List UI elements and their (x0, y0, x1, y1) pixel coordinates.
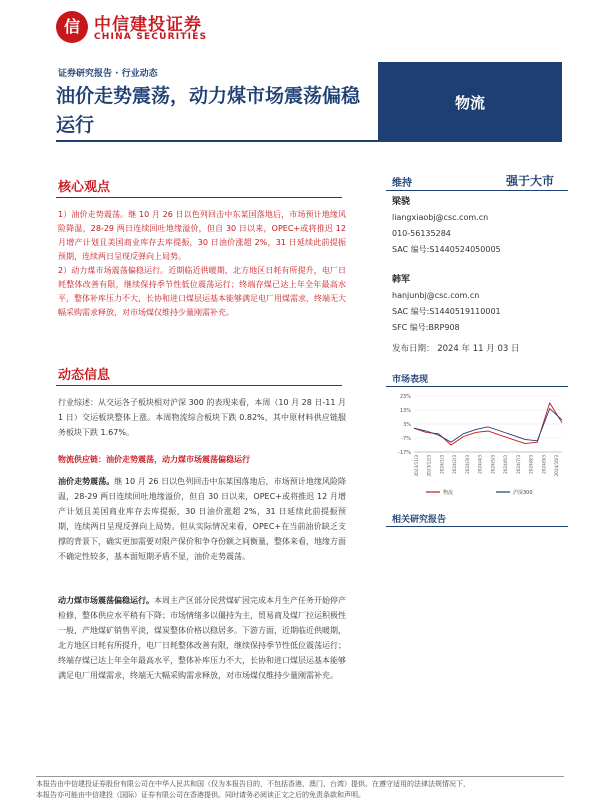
analyst-1 (392, 194, 501, 258)
report-title: 油价走势震荡，动力煤市场震荡偏稳运行 (56, 85, 361, 136)
publish-date: 发布日期： 2024 年 11 月 03 日 (392, 344, 520, 354)
oil-body: 继 10 月 26 日以色列回击中东某国落地后，市场预计地缘风险降温，28-29 两日连续回吐地缘溢价，但自 30 日以来，OPEC+或将推迟 12 月增产计划且美国商业库存去库提振，30 日油价涨超 2%，31 日延续此前提振预期，连续两日呈现反弹向上局势。但从实际情况来看，OPEC+在当前油价缺乏支撑的背景下，确实更加需要对限产保价和争夺份额之间衡量，整体来看，地缘方面不确定性较多，基本面短期矛盾不显，油价走势震荡。 (58, 477, 347, 561)
y-tick-label: -7% (401, 436, 411, 442)
coal-paragraph (58, 593, 346, 683)
analyst-phone: SAC 编号:S1440519110001 (392, 307, 501, 316)
oil-paragraph (58, 474, 346, 564)
y-tick-label: 23% (399, 394, 411, 400)
core-divider (56, 197, 342, 198)
rating-label: 维持 (392, 178, 412, 189)
analyst-phone: 010-56135284 (392, 229, 451, 238)
dynamic-heading: 动态信息 (58, 368, 111, 383)
logistics-subheading: 物流供应链：油价走势震荡，动力煤市场震荡偏稳运行 (58, 455, 250, 464)
core-heading: 核心观点 (58, 180, 111, 195)
y-tick-label: 13% (399, 408, 411, 414)
title-divider (56, 140, 378, 142)
x-tick-label: 2024/1/3 (439, 455, 445, 474)
market-divider (386, 386, 568, 387)
x-tick-label: 2024/5/3 (490, 455, 496, 474)
analyst-email[interactable]: hanjunbj@csc.com.cn (392, 291, 480, 300)
industry-label: 物流 (454, 93, 485, 112)
related-reports-title: 相关研究报告 (392, 515, 447, 525)
analyst-name: 梁骁 (392, 197, 411, 207)
x-tick-label: 2024/7/3 (515, 455, 521, 474)
analyst-cert: SAC 编号:S1440524050005 (392, 245, 501, 254)
core-point-2: 2）动力煤市场震荡偏稳运行。近期临近供暖期，北方地区日耗有所提升，电厂日耗整体改善有限，继续保持季节性低位震荡运行；终端存煤已达上年全年最高水平，整体补库压力不大，长协和进口煤层运基本能够满足电厂用煤需求，终端无大幅采购需求释放，对市场煤仅维持少量刚需补充。 (58, 266, 346, 317)
x-tick-label: 2024/4/3 (477, 455, 483, 474)
analyst-cert: SFC 编号:BRP908 (392, 323, 460, 332)
legend-label: 沪深300 (513, 490, 533, 496)
x-tick-label: 2024/3/3 (464, 455, 470, 474)
rating-value: 强于大市 (506, 174, 555, 188)
market-chart-svg (386, 388, 570, 500)
x-tick-label: 2023/12/3 (426, 455, 432, 477)
logo-en-text: CHINA SECURITIES (94, 32, 208, 42)
dynamic-divider (56, 385, 342, 386)
core-points (58, 208, 346, 320)
x-tick-label: 2023/11/3 (414, 455, 419, 477)
report-type: 证券研究报告 · 行业动态 (58, 69, 158, 79)
company-logo (56, 8, 246, 48)
x-tick-label: 2024/10/3 (554, 455, 559, 477)
series-line-1 (414, 409, 562, 443)
coal-body: 本周主产区部分民营煤矿因完成本月生产任务开始停产检修，整体供应水平稍有下降；市场情绪多以僵持为主，贸易商及煤厂拉运积极性一般，产地煤矿销售平淡，煤炭整体价格以稳居多。下游方面，近期临近供暖期，北方地区日耗有所提升，电厂日耗整体改善有限，继续保持季节性低位震荡运行；终端存煤已达上年全年最高水平，整体补库压力不大，长协和进口煤层运基本能够满足电厂用煤需求，终端无大幅采购需求释放，对市场煤仅维持少量刚需补充。 (58, 596, 346, 680)
analyst-name: 韩军 (392, 275, 411, 285)
industry-summary: 行业综述：从交运各子板块相对沪深 300 的表现来看，本周（10 月 28 日-11 月 1 日）交运板块整体上涨。本周物流综合板块下跌 0.82%，其中原材料供应链服务板块下跌 1.67%。 (58, 398, 346, 437)
y-tick-label: 3% (403, 422, 411, 428)
rating-divider (386, 190, 568, 191)
x-tick-label: 2024/9/3 (541, 455, 547, 474)
legend-label: 物流 (443, 490, 454, 496)
y-tick-label: -17% (398, 450, 411, 456)
oil-lead: 油价走势震荡。 (58, 477, 115, 486)
logo-mark-icon: 信 (56, 11, 88, 43)
core-point-1: 1）油价走势震荡。继 10 月 26 日以色列回击中东某国落地后，市场预计地缘风险降温，28-29 两日连续回吐地缘溢价，但自 30 日以来，OPEC+或将推迟 12 月增产计划且美国商业库存去库提振，30 日油价涨超 2%，31 日延续此前提振预期，连续两日呈现反弹向上局势。 (58, 210, 346, 261)
disclaimer-line-2: 本报告亦可能由中信建投（国际）证券有限公司在香港提供。同时请务必阅读正文之后的免责条款和声明。 (36, 791, 365, 799)
market-chart (386, 388, 570, 500)
disclaimer (36, 779, 564, 800)
analyst-2 (392, 272, 501, 336)
x-tick-label: 2024/6/3 (503, 455, 509, 474)
market-performance-title: 市场表现 (392, 375, 429, 385)
disclaimer-line-1: 本报告由中信建投证券股份有限公司在中华人民共和国（仅为本报告目的，不包括香港、澳门、台湾）提供。在遵守适用的法律法规情况下， (36, 780, 470, 788)
footer-divider (36, 776, 564, 777)
x-tick-label: 2024/2/3 (452, 455, 458, 474)
coal-lead: 动力煤市场震荡偏稳运行。 (58, 596, 154, 605)
analyst-email[interactable]: liangxiaobj@csc.com.cn (392, 213, 489, 222)
logo-cn-text: 中信建投证券 (94, 15, 202, 35)
related-divider (386, 526, 568, 527)
industry-badge (378, 62, 562, 142)
x-tick-label: 2024/8/3 (528, 455, 534, 474)
